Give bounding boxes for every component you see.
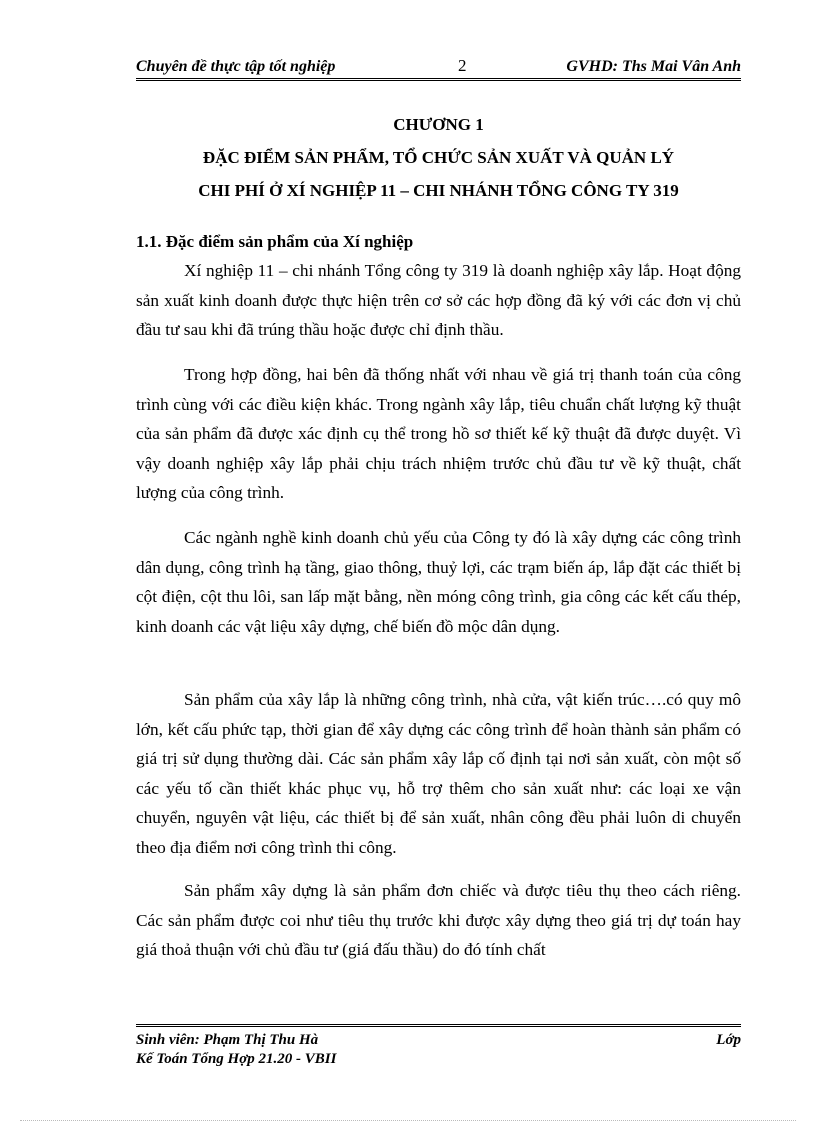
footer-class-name: Kế Toán Tổng Hợp 21.20 - VBII bbox=[136, 1051, 337, 1067]
header-advisor: GVHD: Ths Mai Vân Anh bbox=[566, 58, 741, 75]
chapter-label: CHƯƠNG 1 bbox=[393, 115, 484, 134]
page-header bbox=[136, 56, 741, 78]
header-page-number: 2 bbox=[458, 56, 467, 75]
section-heading: 1.1. Đặc điểm sản phẩm của Xí nghiệp bbox=[136, 232, 414, 251]
header-divider bbox=[136, 78, 741, 79]
paragraph-5 bbox=[136, 876, 741, 965]
footer-divider bbox=[136, 1024, 741, 1025]
paragraph-text: Trong hợp đồng, hai bên đã thống nhất với nhau về giá trị thanh toán của công trình cùng với các điều kiện khác. Trong ngành xây lắp, tiêu chuẩn chất lượng kỹ thuật của sản phẩm đã được xác định cụ thể trong hồ sơ thiết kế kỹ thuật đã được duyệt. Vì vậy doanh nghiệp xây lắp phải chịu trách nhiệm trước chủ đầu tư về kỹ thuật, chất lượng của công trình. bbox=[136, 365, 741, 503]
chapter-title-line1: ĐẶC ĐIỂM SẢN PHẨM, TỔ CHỨC SẢN XUẤT VÀ QUẢN LÝ bbox=[202, 148, 675, 167]
paragraph-text: Các ngành nghề kinh doanh chủ yếu của Công ty đó là xây dựng các công trình dân dụng, công trình hạ tầng, giao thông, thuỷ lợi, các trạm biến áp, lắp đặt các thiết bị cột điện, cột thu lôi, san lấp mặt bằng, nền móng công trình, gia công các kết cấu thép, kinh doanh các vật liệu xây dựng, chế biến đồ mộc dân dụng. bbox=[136, 528, 741, 636]
paragraph-4 bbox=[136, 685, 741, 863]
footer-class-label: Lớp bbox=[716, 1032, 741, 1048]
paragraph-1 bbox=[136, 256, 741, 345]
paragraph-text: Sản phẩm của xây lắp là những công trình, nhà cửa, vật kiến trúc….có quy mô lớn, kết cấu phức tạp, thời gian để xây dựng các công trình để hoàn thành sản phẩm có giá trị sử dụng thường dài. Các sản phẩm xây lắp cố định tại nơi sản xuất, còn một số các yếu tố cần thiết khác phục vụ, hỗ trợ thêm cho sản xuất như: các loại xe vận chuyển, nguyên vật liệu, các thiết bị để sản xuất, nhân công đều phải luôn di chuyển theo địa điểm nơi công trình thi công. bbox=[136, 690, 741, 857]
header-divider-double bbox=[136, 80, 741, 81]
footer-divider-double bbox=[136, 1026, 741, 1027]
chapter-title-line2: CHI PHÍ Ở XÍ NGHIỆP 11 – CHI NHÁNH TỔNG CÔNG TY 319 bbox=[198, 181, 679, 200]
paragraph-3 bbox=[136, 523, 741, 641]
footer-line2 bbox=[136, 1051, 741, 1068]
footer-line1 bbox=[136, 1032, 741, 1049]
paragraph-text: Xí nghiệp 11 – chi nhánh Tổng công ty 319 là doanh nghiệp xây lắp. Hoạt động sản xuất kinh doanh được thực hiện trên cơ sở các hợp đồng đã ký với các đơn vị chủ đầu tư sau khi đã trúng thầu hoặc được chỉ định thầu. bbox=[136, 261, 741, 340]
header-document-title: Chuyên đề thực tập tốt nghiệp bbox=[136, 58, 336, 75]
paragraph-text: Sản phẩm xây dựng là sản phẩm đơn chiếc và được tiêu thụ theo cách riêng. Các sản phẩm được coi như tiêu thụ trước khi được xây dựng theo giá trị dự toán hay giá thoả thuận với chủ đầu tư (giá đấu thầu) do đó tính chất bbox=[136, 881, 741, 960]
footer-student: Sinh viên: Phạm Thị Thu Hà bbox=[136, 1032, 319, 1048]
paragraph-2 bbox=[136, 360, 741, 508]
page-bottom-border bbox=[20, 1120, 796, 1121]
